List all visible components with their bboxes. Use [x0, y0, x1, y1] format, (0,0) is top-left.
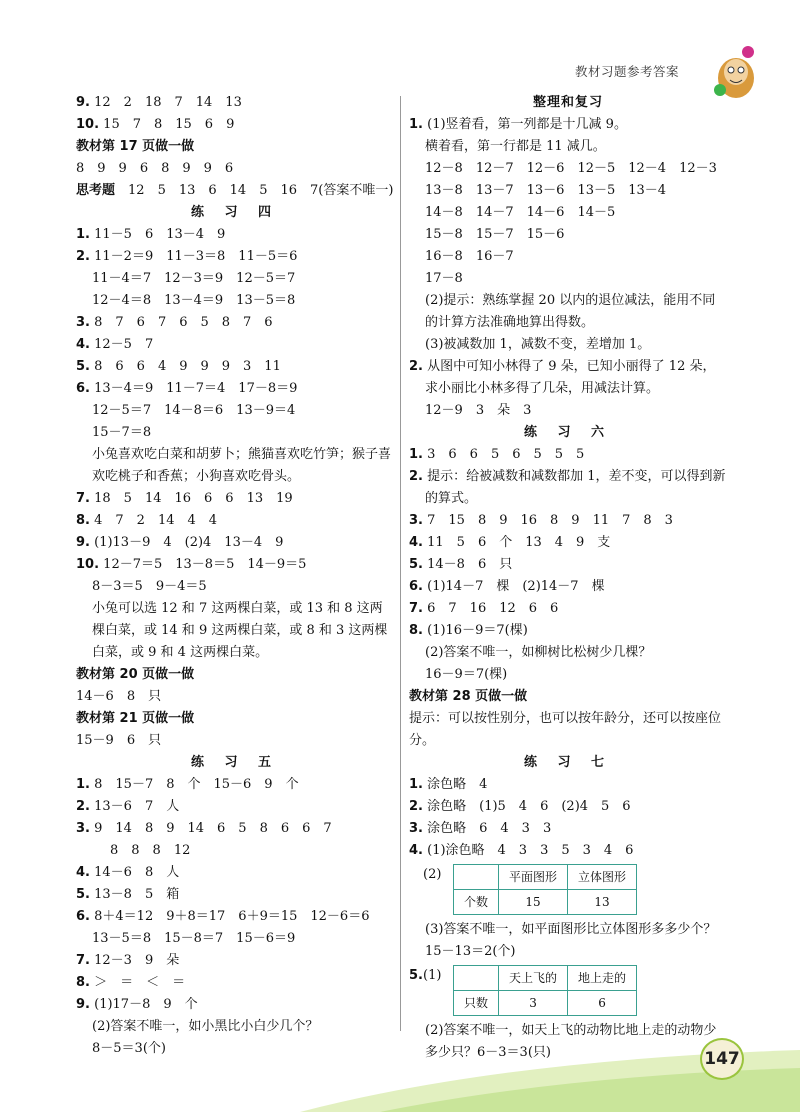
answer-text: 8 6 6 4 9 9 9 3 11	[94, 359, 281, 374]
item-number: 3.	[76, 821, 90, 836]
answer-text: 13－8 5 箱	[94, 887, 180, 902]
item-number: 1.	[76, 227, 90, 242]
item-number: 10.	[76, 117, 100, 132]
table-cell: 只数	[454, 991, 499, 1016]
item-number: 3.	[409, 513, 423, 528]
item-number: 1.	[409, 777, 423, 792]
answer-line	[409, 510, 727, 532]
answer-line	[409, 818, 727, 840]
item-number: 7.	[76, 491, 90, 506]
answer-text: 9 14 8 9 14 6 5 8 6 6 7	[94, 821, 332, 836]
item-number: 5.	[76, 359, 90, 374]
item-number: 1.	[409, 447, 423, 462]
answer-line	[76, 554, 394, 576]
table-cell: 6	[568, 991, 637, 1016]
answer-text: 12－5 7	[94, 337, 154, 352]
answer-line	[409, 466, 727, 510]
answer-line	[76, 224, 394, 246]
answer-line	[76, 114, 394, 136]
answer-line: 12－9 3 朵 3	[425, 403, 532, 418]
table-cell: 13	[568, 890, 637, 915]
answer-line: 横着看，第一行都是 11 减几。	[425, 139, 606, 154]
answer-line	[76, 862, 394, 884]
item-number: 4.	[409, 535, 423, 550]
item-number: 10.	[76, 557, 100, 572]
answer-line	[76, 796, 394, 818]
item-number: 8.	[76, 975, 90, 990]
answer-line: 12－8 12－7 12－6 12－5 12－4 12－3	[425, 161, 717, 176]
answer-line	[76, 356, 394, 378]
subsection-title: 教材第 28 页做一做	[409, 689, 528, 704]
item-number: 3.	[76, 315, 90, 330]
answer-table	[453, 864, 637, 915]
answer-line: 8 9 9 6 8 9 9 6	[76, 161, 234, 176]
item-number: 1.	[409, 117, 423, 132]
answer-line: 15－8 15－7 15－6	[425, 227, 565, 242]
answer-paragraph: (2)提示：熟练掌握 20 以内的退位减法，能用不同的计算方法准确地算出得数。	[425, 293, 716, 330]
answer-table-block	[409, 965, 727, 1016]
subsection-title: 教材第 17 页做一做	[76, 139, 195, 154]
answer-text: 12－7＝5 13－8＝5 14－9＝5	[103, 557, 307, 572]
section-title: 整理和复习	[532, 95, 603, 110]
item-number: 1.	[76, 777, 90, 792]
answer-paragraph: 小兔可以选 12 和 7 这两棵白菜，或 13 和 8 这两棵白菜，或 14 和 9 这两棵白菜，或 8 和 3 这两棵白菜，或 9 和 4 这两棵白菜。	[92, 601, 388, 660]
answer-line: (2)答案不唯一，如柳树比松树少几棵？	[425, 645, 652, 660]
answer-line	[409, 840, 727, 862]
answer-text: 14－6 8 人	[94, 865, 180, 880]
answer-line: (3)被减数加 1，减数不变，差增加 1。	[425, 337, 651, 352]
answer-line: 12－5＝7 14－8＝6 13－9＝4	[92, 403, 296, 418]
answer-line	[76, 950, 394, 972]
item-number: 7.	[76, 953, 90, 968]
section-title: 练 习 四	[190, 205, 280, 220]
answer-line	[409, 576, 727, 598]
answer-text: 涂色略 4	[427, 777, 488, 792]
section-title: 练 习 五	[190, 755, 280, 770]
answer-line: 8 8 8 12	[110, 843, 191, 858]
answer-text: 13－4＝9 11－7＝4 17－8＝9	[94, 381, 298, 396]
item-number: 2.	[76, 249, 90, 264]
answer-line	[76, 532, 394, 554]
answer-table-block	[409, 864, 727, 915]
answer-text: (1)16－9＝7(棵)	[427, 623, 528, 638]
column-divider	[400, 96, 401, 1031]
table-header-cell: 天上飞的	[499, 966, 568, 991]
header-title: 教材习题参考答案	[575, 64, 680, 79]
answer-line	[409, 796, 727, 818]
answer-line	[76, 246, 394, 268]
answer-line	[76, 818, 394, 840]
answer-text: (1)14－7 棵 (2)14－7 棵	[427, 579, 605, 594]
item-number: 5.	[409, 968, 423, 983]
answer-line: 8－3＝5 9－4＝5	[92, 579, 207, 594]
answer-line	[409, 620, 727, 642]
answer-line	[76, 378, 394, 400]
answer-text: 12 2 18 7 14 13	[94, 95, 242, 110]
answer-text: 涂色略 6 4 3 3	[427, 821, 552, 836]
answer-line: (3)答案不唯一，如平面图形比立体图形多多少个？	[425, 922, 717, 937]
answer-text: 13－6 7 人	[94, 799, 180, 814]
answer-table	[453, 965, 637, 1016]
answer-line	[409, 774, 727, 796]
item-number: 8.	[76, 513, 90, 528]
answer-paragraph: 小兔喜欢吃白菜和胡萝卜；熊猫喜欢吃竹笋；猴子喜欢吃桃子和香蕉；小狗喜欢吃骨头。	[92, 447, 392, 484]
answer-text: ＞ ＝ ＜ ＝	[94, 975, 186, 990]
answer-line	[76, 334, 394, 356]
right-column	[409, 92, 727, 1064]
answer-text: 涂色略 (1)5 4 6 (2)4 5 6	[427, 799, 631, 814]
answer-line	[76, 884, 394, 906]
answer-text: 提示：给被减数和减数都加 1，差不变，可以得到新的算式。	[425, 469, 726, 506]
item-number: 6.	[76, 909, 90, 924]
item-number: 4.	[409, 843, 423, 858]
answer-text: 11－5 6 13－4 9	[94, 227, 226, 242]
item-number: 3.	[409, 821, 423, 836]
answer-line: 15－13＝2(个)	[425, 944, 516, 959]
item-number: 6.	[409, 579, 423, 594]
answer-text: (1)17－8 9 个	[94, 997, 198, 1012]
answer-line: 14－8 14－7 14－6 14－5	[425, 205, 616, 220]
item-number: 2.	[409, 359, 423, 374]
answer-text: 3 6 6 5 6 5 5 5	[427, 447, 585, 462]
answer-text: 15 7 8 15 6 9	[103, 117, 235, 132]
item-number: 9.	[76, 997, 90, 1012]
item-number: 8.	[409, 623, 423, 638]
answer-line	[76, 906, 394, 928]
answer-text: 8 15－7 8 个 15－6 9 个	[94, 777, 299, 792]
answer-line: 13－8 13－7 13－6 13－5 13－4	[425, 183, 667, 198]
label-text: 思考题	[76, 183, 116, 198]
table-header-cell: 平面图形	[499, 865, 568, 890]
table-cell: 3	[499, 991, 568, 1016]
answer-line: 16－9＝7(棵)	[425, 667, 508, 682]
item-number: 2.	[409, 799, 423, 814]
answer-line: 13－5＝8 15－8＝7 15－6＝9	[92, 931, 296, 946]
subsection-title: 教材第 20 页做一做	[76, 667, 195, 682]
item-number: 4.	[76, 337, 90, 352]
answer-line: 8－5＝3(个)	[92, 1041, 166, 1056]
answer-line: 16－8 16－7	[425, 249, 514, 264]
answer-line	[76, 774, 394, 796]
answer-line	[409, 554, 727, 576]
answer-text: 12 5 13 6 14 5 16 7(答案不唯一)	[128, 183, 394, 198]
answer-text: (1)涂色略 4 3 3 5 3 4 6	[427, 843, 634, 858]
section-title: 练 习 六	[523, 425, 613, 440]
answer-text: 4 7 2 14 4 4	[94, 513, 218, 528]
answer-line: 15－7＝8	[92, 425, 152, 440]
answer-line: 11－4＝7 12－3＝9 12－5＝7	[92, 271, 296, 286]
item-number: 4.	[76, 865, 90, 880]
thinking-question-line	[76, 180, 394, 202]
answer-line	[409, 356, 727, 400]
footer-wave	[0, 1040, 800, 1112]
section-title: 练 习 七	[523, 755, 613, 770]
answer-text: (1)13－9 4 (2)4 13－4 9	[94, 535, 284, 550]
item-number: 9.	[76, 535, 90, 550]
answer-line	[76, 510, 394, 532]
page-number: 147	[700, 1038, 744, 1080]
answer-line: 14－6 8 只	[76, 689, 162, 704]
subsection-title: 教材第 21 页做一做	[76, 711, 195, 726]
answer-text: 11 5 6 个 13 4 9 支	[427, 535, 611, 550]
answer-line	[76, 312, 394, 334]
table-header-cell	[454, 966, 499, 991]
left-column	[76, 92, 394, 1060]
item-number: 5.	[76, 887, 90, 902]
answer-text: 14－8 6 只	[427, 557, 513, 572]
table-header-cell	[454, 865, 499, 890]
answer-text: 7 15 8 9 16 8 9 11 7 8 3	[427, 513, 673, 528]
item-number: 7.	[409, 601, 423, 616]
answer-text: 12－3 9 朵	[94, 953, 180, 968]
answer-text: 18 5 14 16 6 6 13 19	[94, 491, 293, 506]
table-label: (2)	[423, 867, 442, 882]
answer-line	[76, 972, 394, 994]
answer-text: 从图中可知小林得了 9 朵，已知小丽得了 12 朵，求小丽比小林多得了几朵，用减法计算。	[425, 359, 716, 396]
answer-line	[409, 598, 727, 620]
item-number: 6.	[76, 381, 90, 396]
answer-line: 12－4＝8 13－4＝9 13－5＝8	[92, 293, 296, 308]
answer-line	[76, 92, 394, 114]
answer-line: (2)答案不唯一，如小黑比小白少几个？	[92, 1019, 319, 1034]
answer-line: 17－8	[425, 271, 463, 286]
answer-line: 15－9 6 只	[76, 733, 162, 748]
table-cell: 15	[499, 890, 568, 915]
answer-line	[409, 532, 727, 554]
item-number: 9.	[76, 95, 90, 110]
table-header-cell: 地上走的	[568, 966, 637, 991]
answer-text: 11－2＝9 11－3＝8 11－5＝6	[94, 249, 298, 264]
table-cell: 个数	[454, 890, 499, 915]
item-number: 2.	[76, 799, 90, 814]
answer-line	[409, 444, 727, 466]
item-number: 2.	[409, 469, 423, 484]
table-header-cell: 立体图形	[568, 865, 637, 890]
answer-text: 8 7 6 7 6 5 8 7 6	[94, 315, 273, 330]
answer-paragraph: 提示：可以按性别分，也可以按年龄分，还可以按座位分。	[409, 711, 722, 748]
answer-line	[76, 994, 394, 1016]
answer-paragraph: (2)答案不唯一，如天上飞的动物比地上走的动物少多少只？6－3＝3(只)	[425, 1023, 717, 1060]
answer-text: 6 7 16 12 6 6	[427, 601, 559, 616]
table-label: (1)	[423, 968, 442, 983]
answer-text: 8＋4＝12 9＋8＝17 6＋9＝15 12－6＝6	[94, 909, 370, 924]
answer-text: (1)竖着看，第一列都是十几减 9。	[427, 117, 627, 132]
answer-line	[409, 114, 727, 136]
answer-line	[76, 488, 394, 510]
item-number: 5.	[409, 557, 423, 572]
